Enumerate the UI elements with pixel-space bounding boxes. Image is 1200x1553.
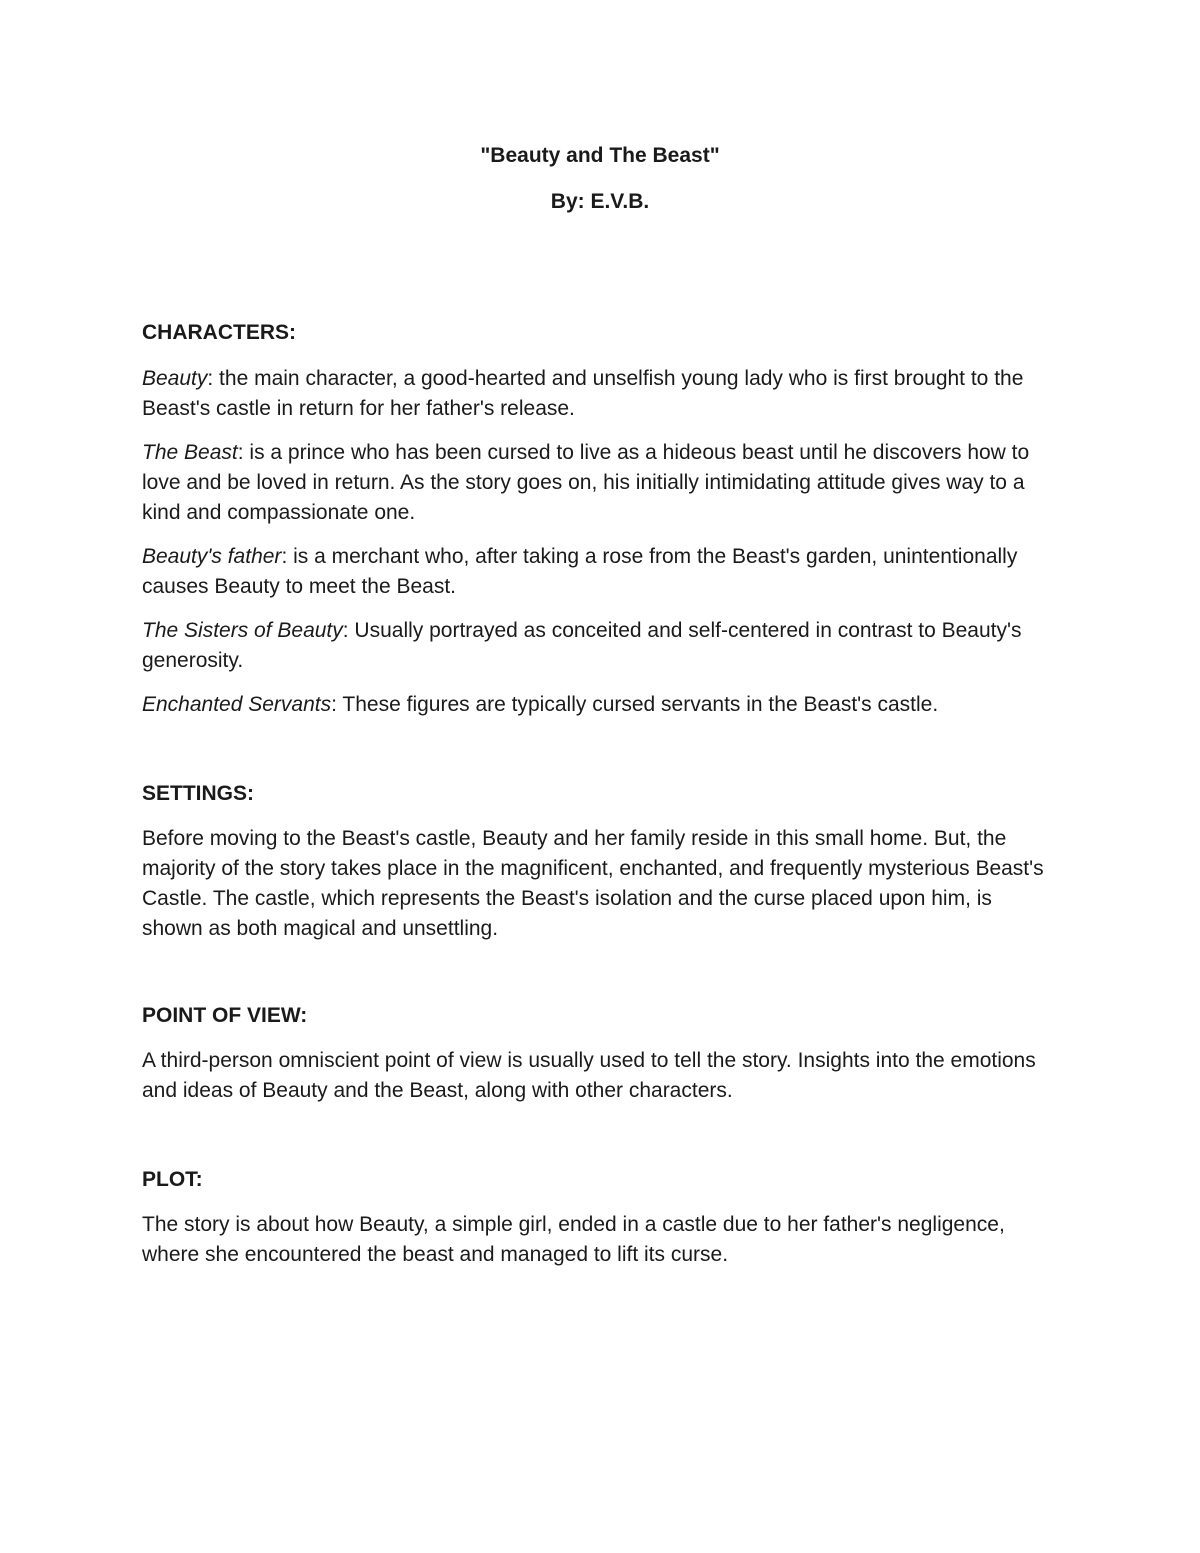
settings-heading: SETTINGS:: [142, 782, 255, 805]
character-description: : Usually portrayed as conceited and self-centered in contrast to Beauty's generosity.: [142, 619, 1022, 672]
plot-heading: PLOT:: [142, 1168, 203, 1191]
character-entry-sisters: [142, 616, 1058, 676]
character-entry-beast: [142, 438, 1058, 528]
plot-section: [142, 1210, 1058, 1270]
characters-heading: CHARACTERS:: [142, 321, 296, 344]
settings-paragraph: Before moving to the Beast's castle, Beauty and her family reside in this small home. But, the majority of the story takes place in the magnificent, enchanted, and frequently mysterious Beast's Castle. The castle, which represents the Beast's isolation and the curse placed upon him, is shown as both magical and unsettling.: [142, 827, 1044, 940]
document-title: "Beauty and The Beast": [480, 144, 720, 167]
character-term: Beauty's father: [142, 545, 282, 568]
character-description: : These figures are typically cursed servants in the Beast's castle.: [331, 693, 939, 716]
characters-list: [142, 364, 1058, 720]
character-entry-servants: [142, 690, 1058, 720]
character-term: The Sisters of Beauty: [142, 619, 343, 642]
point-of-view-section: [142, 1046, 1058, 1106]
character-description: : is a prince who has been cursed to live as a hideous beast until he discovers how to love and be loved in return. As the story goes on, his initially intimidating attitude gives way to a kind and compassionate one.: [142, 441, 1030, 524]
point-of-view-paragraph: A third-person omniscient point of view is usually used to tell the story. Insights into the emotions and ideas of Beauty and the Beast, along with other characters.: [142, 1049, 1036, 1102]
document-byline: By: E.V.B.: [550, 190, 650, 213]
point-of-view-heading: POINT OF VIEW:: [142, 1004, 308, 1027]
character-entry-father: [142, 542, 1058, 602]
plot-paragraph: The story is about how Beauty, a simple girl, ended in a castle due to her father's negligence, where she encountered the beast and managed to lift its curse.: [142, 1213, 1005, 1266]
character-description: : the main character, a good-hearted and unselfish young lady who is first brought to the Beast's castle in return for her father's release.: [142, 367, 1024, 420]
character-entry-beauty: [142, 364, 1058, 424]
character-description: : is a merchant who, after taking a rose from the Beast's garden, unintentionally causes Beauty to meet the Beast.: [142, 545, 1018, 598]
character-term: Enchanted Servants: [142, 693, 332, 716]
character-term: Beauty: [142, 367, 208, 390]
character-term: The Beast: [142, 441, 238, 464]
settings-section: [142, 824, 1058, 944]
